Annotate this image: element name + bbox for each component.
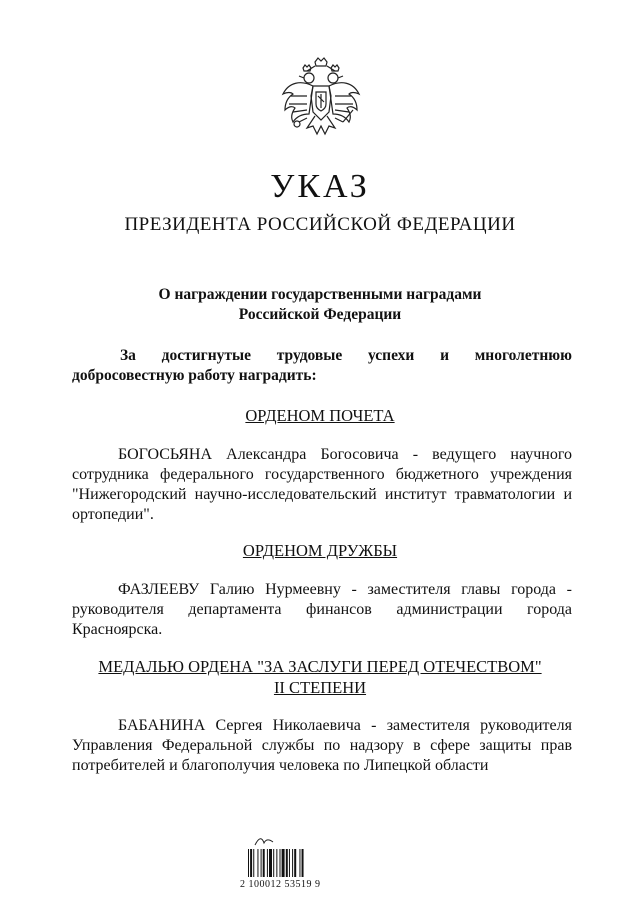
intro-word: многолетнюю [474,347,572,364]
handwritten-mark [254,835,274,847]
award-title-order-of-honour [0,405,640,426]
barcode-bar [267,849,268,877]
awardee-text: БАБАНИНА Сергея Николаевича - заместителя руководителя Управления Федеральной службы по надзору в сфере защиты прав потребителей и благополучия человека по Липецкой области [72,717,572,774]
intro-word: За [120,347,136,364]
barcode-bar [250,849,252,877]
barcode-image [248,849,328,877]
barcode-bar [280,849,281,877]
barcode-bar [261,849,262,877]
document-title: УКАЗ [270,168,370,205]
barcode-bar [269,849,272,877]
intro-line-1 [72,346,572,366]
intro-line-2: добросовестную работу наградить: [72,367,317,384]
award-title-line: ОРДЕНОМ ПОЧЕТА [245,406,395,425]
barcode-bar [294,849,296,877]
barcode-number: 2 100012 53519 9 [240,879,321,890]
award-title-line: МЕДАЛЬЮ ОРДЕНА "ЗА ЗАСЛУГИ ПЕРЕД ОТЕЧЕСТВОМ" [98,657,542,676]
award-title-order-of-friendship [0,540,640,561]
barcode-bar [292,849,293,877]
subject-line-1: О награждении государственными наградами [158,286,482,303]
awardee-2 [72,580,572,640]
barcode-bar [289,849,290,877]
barcode-bar [286,849,288,877]
intro-word: успехи [368,347,415,364]
awardee-3 [72,716,572,776]
barcode-bar [302,849,304,877]
intro-word: и [440,347,449,364]
barcode-bar [263,849,265,877]
decree-subject [0,285,640,325]
barcode-bar [253,849,254,877]
award-title-medal-merit [0,656,640,698]
barcode-bar [273,849,274,877]
awardee-text: ФАЗЛЕЕВУ Галию Нурмеевну - заместителя главы города - руководителя департамента финансов администрации города Красноярска. [72,581,572,638]
barcode-bar [248,849,249,877]
awardee-1 [72,445,572,525]
document-subtitle: ПРЕЗИДЕНТА РОССИЙСКОЙ ФЕДЕРАЦИИ [124,214,516,235]
award-title-line: ОРДЕНОМ ДРУЖБЫ [242,541,398,560]
barcode-bar [299,849,300,877]
barcode-block [240,835,340,895]
intro-word: трудовые [276,347,343,364]
coat-of-arms-emblem [277,56,365,146]
barcode-bar [276,849,277,877]
barcode-bar [257,849,258,877]
barcode-bar [282,849,285,877]
award-title-line: II СТЕПЕНИ [273,678,367,697]
awardee-text: БОГОСЬЯНА Александра Богосовича - ведущего научного сотрудника федерального государственного бюджетного учреждения "Нижегородский научно-исследовательский институт травматологии и ортопедии". [72,446,572,523]
subject-line-2: Российской Федерации [238,306,402,323]
intro-word: достигнутые [161,347,251,364]
decree-intro [72,346,572,386]
